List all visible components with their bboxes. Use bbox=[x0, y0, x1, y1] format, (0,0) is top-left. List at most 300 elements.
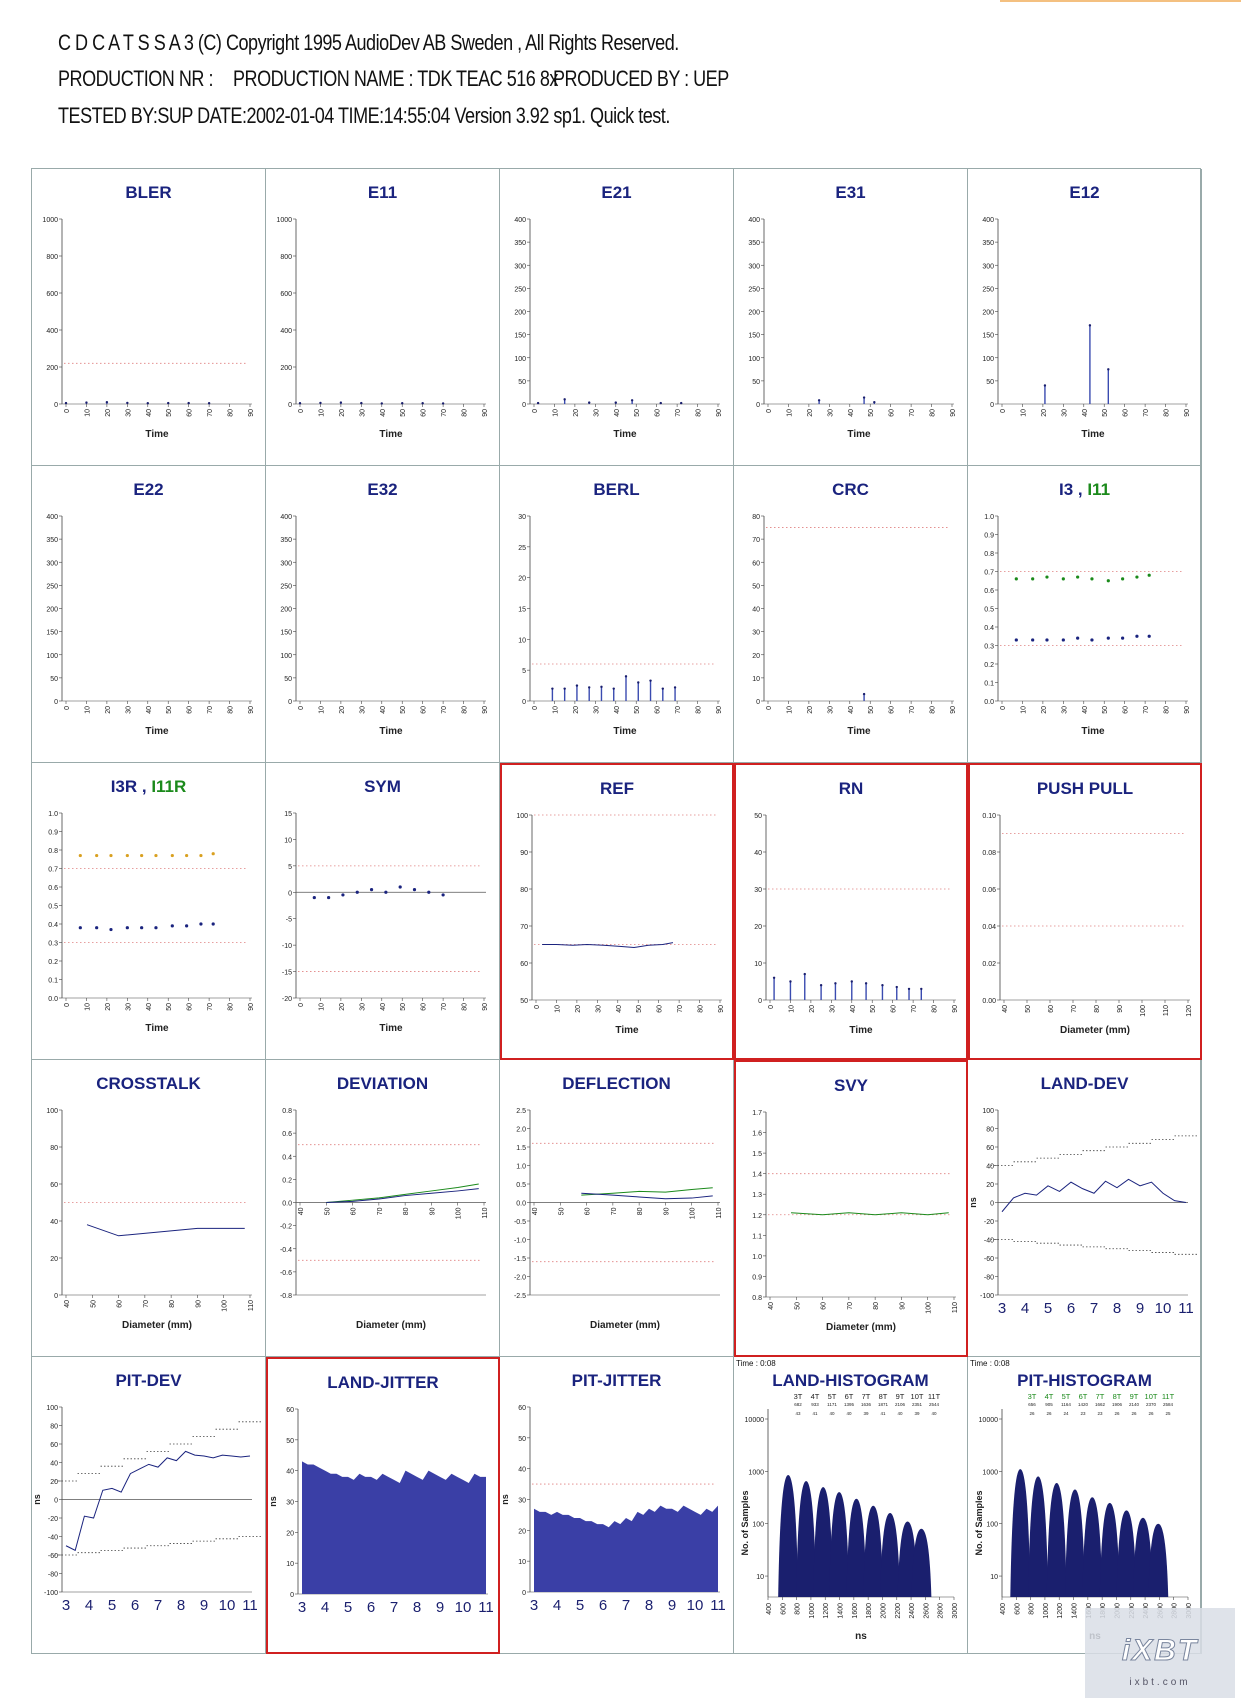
y-tick-label: 200 bbox=[46, 606, 58, 614]
x-tick-label: 40 bbox=[1002, 1005, 1009, 1013]
y-tick-label: 0 bbox=[54, 1497, 58, 1505]
x-axis-label: Time bbox=[145, 1023, 169, 1034]
x-axis-label: Time bbox=[1081, 429, 1105, 440]
y-tick-label: 1.7 bbox=[752, 1110, 762, 1117]
y-tick-label: 350 bbox=[514, 240, 526, 248]
y-tick-label: -1.0 bbox=[513, 1237, 526, 1245]
x-axis-label: Diameter (mm) bbox=[121, 1320, 193, 1331]
bar-tip bbox=[563, 398, 565, 400]
x-tick-label: 110 bbox=[1163, 1005, 1170, 1017]
scatter-point bbox=[427, 891, 430, 894]
scatter-point bbox=[1076, 575, 1079, 578]
x-tick-label: 110 bbox=[248, 1300, 255, 1312]
scatter-point bbox=[109, 854, 112, 857]
x-tick-label: 80 bbox=[1163, 706, 1171, 714]
y-tick-label: 1.5 bbox=[516, 1145, 526, 1152]
scatter-point bbox=[1090, 577, 1093, 580]
y-tick-label: 15 bbox=[284, 811, 292, 818]
x-tick-label: 30 bbox=[827, 409, 835, 417]
x-tick-label: 50 bbox=[1025, 1005, 1032, 1013]
y-tick-label: 80 bbox=[986, 1126, 994, 1134]
scatter-point bbox=[1135, 575, 1138, 578]
produced-by: PRODUCED BY : UEP bbox=[553, 66, 729, 91]
y-tick-label: 400 bbox=[280, 514, 292, 521]
y-tick-label: -20 bbox=[281, 996, 292, 1003]
series-line bbox=[581, 1193, 712, 1199]
bar-tip bbox=[588, 401, 590, 403]
scatter-point bbox=[171, 854, 174, 857]
x-tick-label: 60 bbox=[584, 1207, 592, 1216]
chart-panel-berl bbox=[500, 466, 734, 763]
x-tick-label: 70 bbox=[441, 706, 449, 714]
x-tick-label: 1400 bbox=[1071, 1603, 1079, 1619]
y-tick-label: 1000 bbox=[42, 217, 58, 224]
bar-tip bbox=[873, 401, 875, 403]
x-tick-label: 0 bbox=[532, 706, 539, 710]
x-tick-label: 50 bbox=[166, 706, 174, 714]
x-tick-label: 60 bbox=[890, 1005, 898, 1013]
x-tick-label: 0 bbox=[64, 409, 71, 413]
chart-panel-sym bbox=[266, 763, 500, 1060]
run-length-label: 10T bbox=[910, 1392, 924, 1401]
scatter-point bbox=[384, 891, 387, 894]
y-tick-label: 20 bbox=[286, 1530, 294, 1538]
chart-title-main: RN bbox=[838, 779, 864, 798]
bar-tip bbox=[299, 402, 301, 404]
run-length-width: 39 bbox=[914, 1411, 920, 1416]
y-tick-label: 100 bbox=[46, 1405, 58, 1412]
run-length-count: 2351 bbox=[911, 1402, 923, 1407]
y-tick-label: 50 bbox=[518, 378, 526, 386]
y-tick-label: 10 bbox=[284, 837, 292, 845]
x-tick-label: 40 bbox=[847, 706, 855, 714]
x-tick-label: 0 bbox=[1000, 706, 1007, 710]
histogram-peak bbox=[1082, 1497, 1102, 1597]
title-separator: , bbox=[1073, 480, 1088, 499]
x-tick-label: 50 bbox=[1102, 409, 1110, 417]
x-tick-label: 70 bbox=[376, 1207, 384, 1216]
run-length-width: 41 bbox=[812, 1411, 818, 1416]
y-tick-label: 0 bbox=[522, 1590, 526, 1597]
bar-tip bbox=[881, 984, 883, 986]
y-tick-label: 60 bbox=[752, 560, 760, 568]
x-tick-label: 10 bbox=[786, 409, 794, 417]
y-tick-label: 0.8 bbox=[48, 848, 58, 855]
x-tick-label: 400 bbox=[1000, 1603, 1007, 1615]
y-tick-label: 70 bbox=[752, 537, 760, 545]
x-tick-label: 50 bbox=[1102, 706, 1110, 714]
bar-tip bbox=[147, 402, 149, 404]
y-tick-label: 0.9 bbox=[48, 829, 58, 837]
chart-panel-e12 bbox=[968, 169, 1202, 466]
y-tick-label: 0.08 bbox=[982, 850, 996, 857]
x-tick-label: 2000 bbox=[880, 1603, 888, 1619]
scatter-point bbox=[313, 896, 316, 899]
scatter-point bbox=[341, 893, 344, 896]
scatter-point bbox=[1045, 638, 1048, 641]
y-tick-label: 0 bbox=[54, 1293, 58, 1300]
histogram-peak bbox=[1047, 1483, 1067, 1597]
scatter-point bbox=[126, 926, 129, 929]
x-tick-label: 8 bbox=[1112, 1300, 1122, 1317]
scatter-point bbox=[327, 896, 330, 899]
x-tick-label: 80 bbox=[929, 409, 937, 417]
y-tick-label: 60 bbox=[518, 1405, 526, 1412]
x-tick-label: 60 bbox=[888, 706, 896, 714]
bar-tip bbox=[85, 401, 87, 403]
x-tick-label: 90 bbox=[429, 1207, 437, 1216]
x-tick-label: 60 bbox=[420, 409, 428, 417]
x-tick-label: 60 bbox=[820, 1302, 828, 1310]
y-tick-label: 0 bbox=[756, 402, 760, 409]
y-tick-label: 10 bbox=[518, 637, 526, 645]
y-tick-label: 400 bbox=[46, 328, 58, 335]
x-tick-label: 60 bbox=[186, 706, 194, 714]
x-tick-label: 50 bbox=[400, 1003, 408, 1011]
scatter-point bbox=[1090, 638, 1093, 641]
y-tick-label: 10 bbox=[990, 1574, 998, 1582]
x-tick-label: 60 bbox=[350, 1207, 358, 1216]
y-tick-label: 1.0 bbox=[48, 811, 58, 818]
y-tick-label: 400 bbox=[748, 217, 760, 224]
run-length-count: 1662 bbox=[1094, 1402, 1106, 1407]
x-tick-label: 600 bbox=[780, 1603, 788, 1615]
x-tick-label: 7 bbox=[153, 1597, 163, 1614]
y-tick-label: 40 bbox=[286, 1468, 294, 1476]
y-tick-label: 20 bbox=[518, 1528, 526, 1536]
run-length-count: 933 bbox=[811, 1402, 819, 1407]
x-tick-label: 80 bbox=[695, 409, 703, 417]
y-tick-label: 10000 bbox=[744, 1417, 764, 1424]
histogram-peak bbox=[846, 1499, 866, 1597]
y-tick-label: -0.8 bbox=[279, 1293, 292, 1300]
x-tick-label: 50 bbox=[166, 409, 174, 417]
x-tick-label: 6 bbox=[130, 1597, 140, 1614]
x-tick-label: 90 bbox=[716, 706, 723, 714]
x-tick-label: 110 bbox=[952, 1302, 959, 1314]
bar-tip bbox=[600, 686, 602, 688]
bar-tip bbox=[1044, 384, 1046, 386]
x-tick-label: 9 bbox=[667, 1597, 677, 1614]
x-tick-label: 11 bbox=[478, 1599, 494, 1616]
y-tick-label: -60 bbox=[983, 1256, 994, 1263]
x-tick-label: 100 bbox=[925, 1302, 933, 1314]
x-tick-label: 90 bbox=[1117, 1005, 1124, 1013]
series-line bbox=[542, 943, 673, 948]
y-tick-label: 40 bbox=[50, 1219, 58, 1226]
y-tick-label: 0.9 bbox=[984, 532, 994, 540]
chart-panel-e31 bbox=[734, 169, 968, 466]
run-length-count: 656 bbox=[1028, 1402, 1036, 1407]
x-tick-label: 20 bbox=[1040, 706, 1048, 714]
scatter-point bbox=[212, 922, 215, 925]
x-tick-label: 50 bbox=[400, 409, 408, 417]
x-tick-label: 8 bbox=[412, 1599, 422, 1616]
y-tick-label: 50 bbox=[986, 378, 994, 386]
y-tick-label: 2.0 bbox=[516, 1126, 526, 1134]
chart-title-main: BLER bbox=[125, 183, 172, 202]
y-tick-label: 30 bbox=[286, 1499, 294, 1507]
x-tick-label: 20 bbox=[104, 409, 112, 417]
chart-panel-e32 bbox=[266, 466, 500, 763]
run-length-label: 6T bbox=[1078, 1392, 1088, 1401]
y-tick-label: 0.0 bbox=[984, 699, 994, 706]
y-tick-label: 0 bbox=[758, 998, 762, 1005]
bar-tip bbox=[896, 986, 898, 988]
chart-title-main: SYM bbox=[364, 777, 401, 796]
x-tick-label: 3 bbox=[61, 1597, 71, 1614]
x-axis-label: Time bbox=[1081, 726, 1105, 737]
x-tick-label: 50 bbox=[636, 1005, 644, 1013]
x-tick-label: 40 bbox=[298, 1207, 305, 1216]
chart-svg bbox=[500, 169, 734, 466]
bar-tip bbox=[631, 399, 633, 401]
y-tick-label: -60 bbox=[47, 1553, 58, 1560]
bar-tip bbox=[588, 686, 590, 688]
bar-tip bbox=[319, 402, 321, 404]
y-tick-label: 0.4 bbox=[984, 625, 994, 632]
bar-tip bbox=[615, 401, 617, 403]
x-tick-label: 40 bbox=[532, 1207, 539, 1216]
bar-tip bbox=[421, 402, 423, 404]
x-tick-label: 30 bbox=[827, 706, 835, 714]
y-tick-label: -20 bbox=[47, 1516, 58, 1523]
x-tick-label: 70 bbox=[846, 1302, 854, 1310]
histogram-timestamp: Time : 0:08 bbox=[736, 1359, 776, 1368]
y-tick-label: -2.0 bbox=[513, 1274, 526, 1282]
x-tick-label: 80 bbox=[1163, 409, 1171, 417]
x-tick-label: 40 bbox=[64, 1300, 71, 1308]
bar-tip bbox=[1107, 368, 1109, 370]
y-tick-label: 40 bbox=[752, 606, 760, 614]
bar-tip bbox=[674, 686, 676, 688]
bar-tip bbox=[167, 402, 169, 404]
chart-title-green: I11 bbox=[1087, 480, 1111, 499]
x-tick-label: 20 bbox=[806, 706, 814, 714]
y-tick-label: 400 bbox=[280, 328, 292, 335]
y-tick-label: 40 bbox=[518, 1466, 526, 1474]
run-length-label: 3T bbox=[793, 1392, 803, 1401]
histogram-peak bbox=[880, 1513, 900, 1597]
run-length-label: 5T bbox=[827, 1392, 837, 1401]
histogram-peak bbox=[1028, 1476, 1048, 1597]
x-tick-label: 60 bbox=[420, 706, 428, 714]
x-tick-label: 40 bbox=[768, 1302, 775, 1310]
chart-title-main: DEVIATION bbox=[336, 1074, 429, 1093]
run-length-width: 40 bbox=[829, 1411, 835, 1416]
bar-tip bbox=[187, 402, 189, 404]
chart-panel-e22 bbox=[32, 466, 266, 763]
x-tick-label: 50 bbox=[870, 1005, 878, 1013]
histogram-peak bbox=[1148, 1524, 1168, 1597]
x-axis-label: Time bbox=[379, 429, 403, 440]
run-length-count: 905 bbox=[1045, 1402, 1053, 1407]
x-tick-label: 20 bbox=[572, 706, 580, 714]
y-tick-label: 1000 bbox=[276, 217, 292, 224]
y-tick-label: 1.2 bbox=[752, 1212, 762, 1220]
y-tick-label: 90 bbox=[520, 850, 528, 857]
run-length-label: 10T bbox=[1144, 1392, 1158, 1401]
x-tick-label: 20 bbox=[806, 409, 814, 417]
x-tick-label: 8 bbox=[644, 1597, 654, 1614]
x-tick-label: 60 bbox=[116, 1300, 124, 1308]
x-tick-label: 70 bbox=[610, 1207, 618, 1216]
chart-title-main: SVY bbox=[833, 1076, 869, 1095]
run-length-width: 23 bbox=[1097, 1411, 1103, 1416]
y-tick-label: 100 bbox=[516, 813, 528, 820]
chart-svg bbox=[734, 466, 968, 763]
run-length-width: 40 bbox=[897, 1411, 903, 1416]
x-axis-label: Time bbox=[145, 429, 169, 440]
x-tick-label: 30 bbox=[1061, 706, 1069, 714]
y-tick-label: 1000 bbox=[982, 1469, 998, 1477]
y-tick-label: 0.2 bbox=[984, 662, 994, 669]
scatter-point bbox=[79, 926, 82, 929]
histogram-peak bbox=[911, 1529, 931, 1597]
x-tick-label: 50 bbox=[400, 706, 408, 714]
y-tick-label: 40 bbox=[754, 850, 762, 857]
bar-tip bbox=[851, 980, 853, 982]
y-tick-label: 0 bbox=[288, 699, 292, 706]
chart-svg bbox=[266, 169, 500, 466]
chart-title-main: PIT-JITTER bbox=[571, 1371, 662, 1390]
x-axis-label: Time bbox=[847, 726, 871, 737]
histogram-peak bbox=[778, 1475, 798, 1597]
x-tick-label: 20 bbox=[104, 1003, 112, 1011]
x-tick-label: 70 bbox=[675, 409, 683, 417]
x-tick-label: 1400 bbox=[837, 1603, 845, 1619]
y-tick-label: 30 bbox=[754, 887, 762, 894]
x-tick-label: 3000 bbox=[952, 1603, 959, 1619]
bar-tip bbox=[1089, 324, 1091, 326]
run-length-width: 24 bbox=[1063, 1411, 1069, 1416]
x-tick-label: 90 bbox=[663, 1207, 671, 1216]
bar-tip bbox=[649, 679, 651, 681]
bar-tip bbox=[401, 402, 403, 404]
run-length-label: 5T bbox=[1061, 1392, 1071, 1401]
x-tick-label: 30 bbox=[359, 409, 367, 417]
scatter-point bbox=[95, 854, 98, 857]
x-tick-label: 90 bbox=[248, 409, 255, 417]
y-tick-label: 100 bbox=[748, 355, 760, 363]
histogram-timestamp: Time : 0:08 bbox=[970, 1359, 1010, 1368]
x-tick-label: 70 bbox=[207, 1003, 215, 1011]
bar-tip bbox=[360, 402, 362, 404]
y-tick-label: 0.1 bbox=[984, 680, 994, 688]
x-tick-label: 90 bbox=[1184, 706, 1191, 714]
y-tick-label: 10 bbox=[286, 1561, 294, 1569]
x-tick-label: 2400 bbox=[909, 1603, 917, 1619]
scatter-point bbox=[140, 926, 143, 929]
chart-svg bbox=[500, 1060, 734, 1357]
y-tick-label: 0.04 bbox=[982, 924, 996, 931]
x-tick-label: 90 bbox=[482, 409, 489, 417]
chart-title-main: E32 bbox=[367, 480, 398, 499]
x-tick-label: 90 bbox=[195, 1300, 203, 1308]
y-tick-label: 0 bbox=[288, 890, 292, 898]
y-tick-label: 200 bbox=[280, 365, 292, 372]
chart-svg bbox=[500, 466, 734, 763]
chart-svg bbox=[266, 1060, 500, 1357]
y-tick-label: 1.5 bbox=[752, 1151, 762, 1159]
y-tick-label: -2.5 bbox=[513, 1293, 526, 1300]
x-tick-label: 2200 bbox=[894, 1603, 902, 1619]
x-tick-label: 60 bbox=[186, 1003, 194, 1011]
y-tick-label: 0 bbox=[54, 699, 58, 706]
x-tick-label: 7 bbox=[621, 1597, 631, 1614]
chart-title-main: E21 bbox=[601, 183, 632, 202]
x-tick-label: 70 bbox=[1071, 1005, 1078, 1013]
chart-title-main: LAND-HISTOGRAM bbox=[772, 1371, 929, 1390]
watermark bbox=[1085, 1606, 1235, 1698]
x-tick-label: 80 bbox=[227, 409, 235, 417]
chart-title-main: BERL bbox=[593, 480, 640, 499]
y-axis-label: ns bbox=[500, 1494, 510, 1505]
scatter-point bbox=[1148, 635, 1151, 638]
x-tick-label: 80 bbox=[461, 1003, 469, 1011]
chart-title-main: I3R , bbox=[110, 777, 152, 796]
y-tick-label: 5 bbox=[522, 668, 526, 676]
x-tick-label: 50 bbox=[634, 706, 642, 714]
x-tick-label: 70 bbox=[909, 409, 917, 417]
y-tick-label: 1.1 bbox=[752, 1233, 762, 1241]
run-length-width: 41 bbox=[880, 1411, 886, 1416]
y-tick-label: 0.7 bbox=[984, 569, 994, 577]
x-tick-label: 1800 bbox=[866, 1603, 874, 1619]
y-tick-label: 150 bbox=[280, 629, 292, 637]
y-tick-label: 100 bbox=[986, 1521, 998, 1529]
scatter-point bbox=[199, 854, 202, 857]
jitter-area bbox=[302, 1461, 486, 1594]
chart-title-main: LAND-JITTER bbox=[327, 1373, 439, 1392]
x-tick-label: 0 bbox=[768, 1005, 775, 1009]
y-tick-label: 250 bbox=[514, 286, 526, 294]
chart-panel-pitjitter bbox=[500, 1357, 734, 1654]
run-length-count: 1171 bbox=[827, 1402, 837, 1407]
bar-tip bbox=[126, 402, 128, 404]
bar-tip bbox=[804, 973, 806, 975]
chart-svg bbox=[734, 169, 968, 466]
y-tick-label: -1.5 bbox=[513, 1256, 526, 1263]
chart-svg bbox=[32, 1060, 266, 1357]
y-tick-label: 50 bbox=[520, 998, 528, 1005]
y-tick-label: 0.5 bbox=[984, 606, 994, 614]
chart-svg bbox=[968, 466, 1202, 763]
chart-title-main: E22 bbox=[133, 480, 164, 499]
chart-panel-rn bbox=[734, 763, 968, 1060]
x-tick-label: 0 bbox=[298, 409, 305, 413]
x-tick-label: 10 bbox=[318, 706, 326, 714]
x-axis-label: Diameter (mm) bbox=[589, 1320, 661, 1331]
y-tick-label: 1.4 bbox=[752, 1171, 762, 1179]
x-tick-label: 6 bbox=[366, 1599, 376, 1616]
scatter-point bbox=[154, 854, 157, 857]
x-tick-label: 40 bbox=[145, 1003, 153, 1011]
x-tick-label: 30 bbox=[593, 706, 601, 714]
x-tick-label: 50 bbox=[166, 1003, 174, 1011]
x-tick-label: 10 bbox=[318, 409, 326, 417]
x-axis-label: Diameter (mm) bbox=[825, 1322, 897, 1333]
chart-title-main: CROSSTALK bbox=[96, 1074, 201, 1093]
x-tick-label: 60 bbox=[654, 409, 662, 417]
bar-tip bbox=[660, 402, 662, 404]
x-tick-label: 10 bbox=[788, 1005, 796, 1013]
x-axis-label: Time bbox=[379, 1023, 403, 1034]
chart-svg bbox=[970, 765, 1204, 1062]
x-tick-label: 7 bbox=[1089, 1300, 1099, 1317]
x-tick-label: 3 bbox=[529, 1597, 539, 1614]
x-tick-label: 80 bbox=[227, 1003, 235, 1011]
